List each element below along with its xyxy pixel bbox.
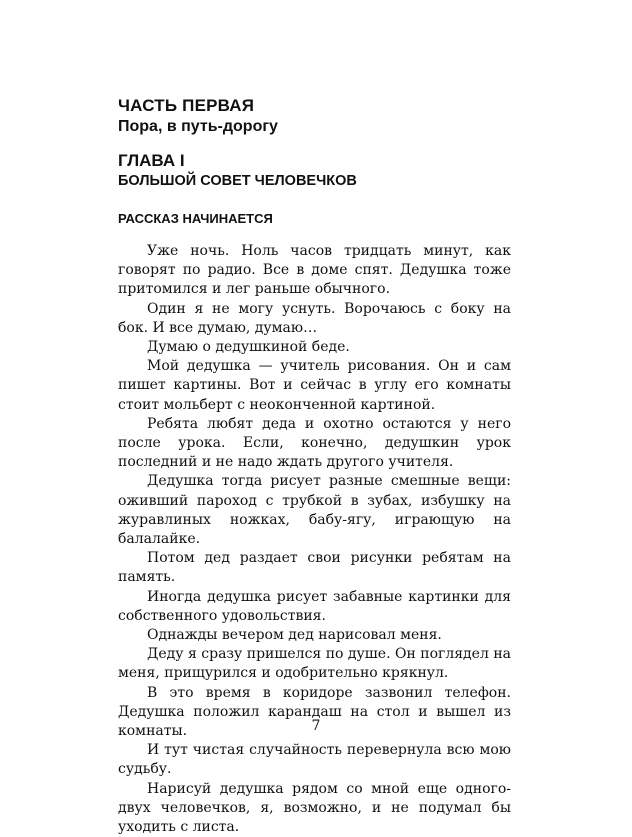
paragraph: Уже ночь. Ноль часов тридцать минут, как говорят по радио. Все в доме спят. Дедушка тоже притомился и лег раньше обычного. xyxy=(118,243,511,298)
paragraph: Дедушка тогда рисует разные смешные вещи: оживший пароход с трубкой в зубах, избушку на журавлиных ножках, бабу-ягу, играющую на балалайке. xyxy=(118,473,511,548)
paragraph: Думаю о дедушкиной беде. xyxy=(147,339,350,356)
paragraph: Ребята любят деда и охотно остаются у него после урока. Если, конечно, дедушкин урок последний и не надо ждать другого учителя. xyxy=(118,415,511,471)
part-title: ЧАСТЬ ПЕРВАЯ xyxy=(118,96,255,115)
paragraph: Мой дедушка — учитель рисования. Он и сам пишет картины. Вот и сейчас в углу его комнаты стоит мольберт с неоконченной картиной. xyxy=(118,358,511,413)
paragraph: Потом дед раздает свои рисунки ребятам на память. xyxy=(118,550,511,586)
paragraph: И тут чистая случайность перевернула всю мою судьбу. xyxy=(118,742,511,778)
page-number: 7 xyxy=(311,718,321,734)
paragraph: В это время в коридоре зазвонил телефон. Дедушка положил карандаш на стол и вышел из комнаты. xyxy=(118,684,511,740)
body-text xyxy=(118,242,511,837)
paragraph: Один я не могу уснуть. Ворочаюсь с боку на бок. И все думаю, думаю… xyxy=(118,300,511,336)
paragraph: Однажды вечером дед нарисовал меня. xyxy=(147,627,442,644)
paragraph: Иногда дедушка рисует забавные картинки для собственного удовольствия. xyxy=(118,588,511,624)
chapter-subtitle: БОЛЬШОЙ СОВЕТ ЧЕЛОВЕЧКОВ xyxy=(118,173,357,189)
paragraph: Деду я сразу пришелся по душе. Он поглядел на меня, прищурился и одобрительно крякнул. xyxy=(118,646,511,682)
chapter-title: ГЛАВА I xyxy=(118,151,185,170)
section-title: РАССКАЗ НАЧИНАЕТСЯ xyxy=(118,211,273,226)
paragraph: Нарисуй дедушка рядом со мной еще одного-двух человечков, я, возможно, и не подумал бы уходить с листа. xyxy=(118,780,511,836)
part-subtitle: Пора, в путь-дорогу xyxy=(118,118,278,135)
